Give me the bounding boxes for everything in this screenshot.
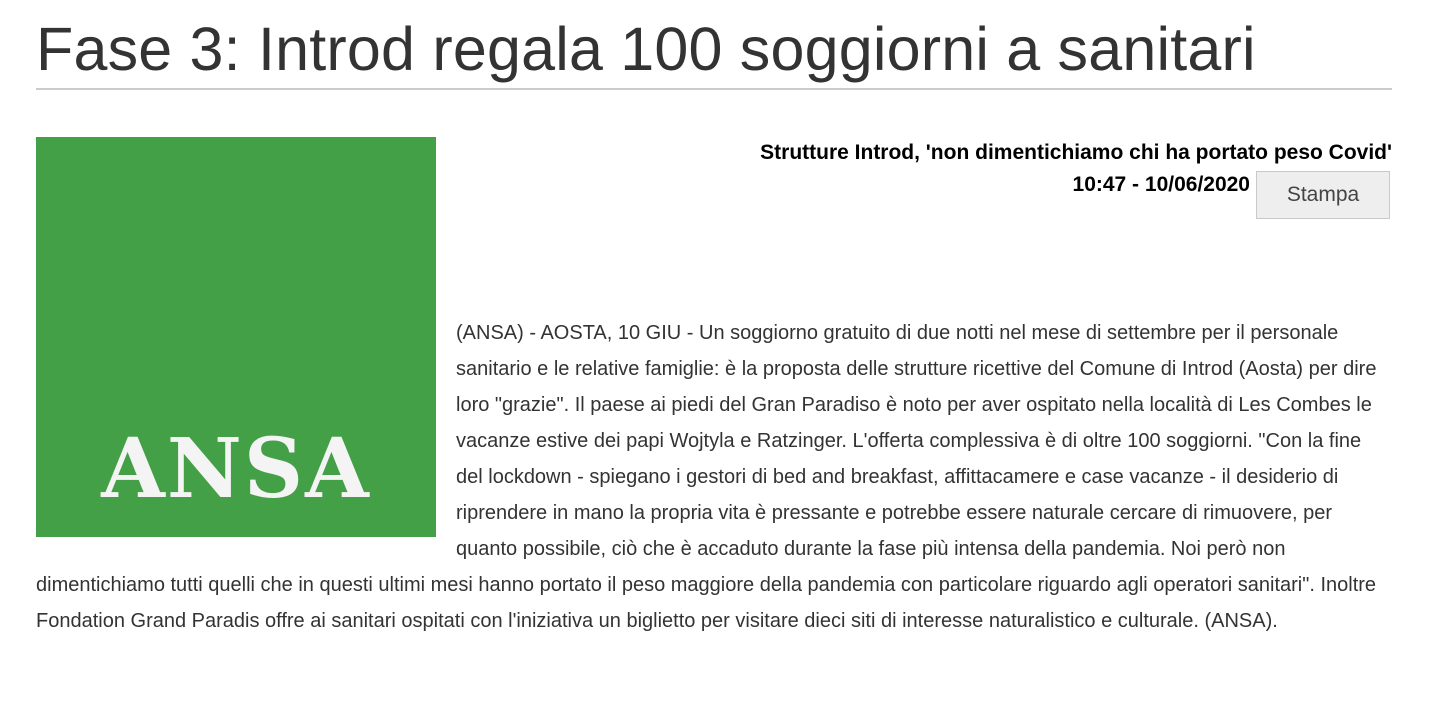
article-title: Fase 3: Introd regala 100 soggiorni a sanitari <box>36 15 1256 83</box>
article-dateline <box>456 171 1392 219</box>
article-subtitle: Strutture Introd, 'non dimentichiamo chi ha portato peso Covid' <box>760 141 1392 164</box>
article-content <box>36 137 1392 639</box>
ansa-logo-image <box>36 137 436 537</box>
print-button[interactable]: Stampa <box>1256 171 1390 219</box>
article-datetime: 10:47 - 10/06/2020 <box>1072 173 1250 196</box>
title-divider <box>36 88 1392 90</box>
ansa-logo-text: ANSA <box>101 421 371 517</box>
article-page <box>36 0 1392 639</box>
article-body: (ANSA) - AOSTA, 10 GIU - Un soggiorno gratuito di due notti nel mese di settembre per il personale sanitario e le relative famiglie: è la proposta delle strutture ricettive del Comune di Introd (Aosta) per dire loro "grazie". Il paese ai piedi del Gran Paradiso è noto per aver ospitato nella località di Les Combes le vacanze estive dei papi Wojtyla e Ratzinger. L'offerta complessiva è di oltre 100 soggiorni. "Con la fine del lockdown - spiegano i gestori di bed and breakfast, affittacamere e case vacanze - il desiderio di riprendere in mano la propria vita è pressante e potrebbe essere naturale cercare di rimuovere, per quanto possibile, ciò che è accaduto durante la fase più intensa della pandemia. Noi però non dimentichiamo tutti quelli che in questi ultimi mesi hanno portato il peso maggiore della pandemia con particolare riguardo agli operatori sanitari". Inoltre Fondation Grand Paradis offre ai sanitari ospitati con l'iniziativa un biglietto per visitare dieci siti di interesse naturalistico e culturale. (ANSA). <box>36 322 1377 632</box>
